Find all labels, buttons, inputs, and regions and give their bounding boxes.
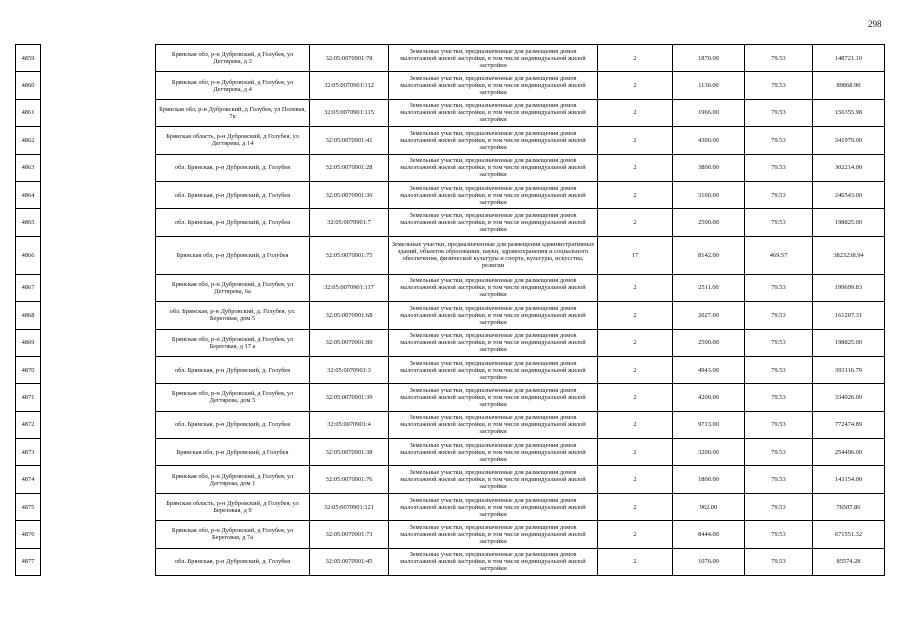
area-cell: 1076.00: [673, 548, 745, 575]
specific-value-cell: 79.53: [745, 384, 813, 411]
cadastral-number-cell: 32:05:0070901:73: [310, 521, 389, 548]
address-cell: Брянская обл, р-н Дубровский, д Голубея, ул Дегтярева, дом 1: [156, 466, 310, 493]
table-row: [16, 99, 885, 126]
land-use-description-cell: Земельные участки, предназначенные для размещения домов малоэтажной жилой застройки, в том числе индивидуальной жилой застройки: [389, 548, 598, 575]
specific-value-cell: 79.53: [745, 127, 813, 154]
area-cell: 962.00: [673, 493, 745, 520]
specific-value-cell: 469.57: [745, 236, 813, 274]
specific-value-cell: 79.53: [745, 521, 813, 548]
specific-value-cell: 79.53: [745, 45, 813, 72]
table-row: [16, 329, 885, 356]
cadastral-value-cell: 199699.83: [813, 274, 885, 301]
address-cell: Брянская обл, р-н Дубровский, д Голубея, ул Береговая, д 7а: [156, 521, 310, 548]
spacer-cell: [41, 209, 156, 236]
page-number: 298: [868, 19, 882, 29]
area-cell: 8142.00: [673, 236, 745, 274]
cadastral-number-cell: 32:05:0070901:38: [310, 439, 389, 466]
cadastral-number-cell: 32:05:0070901:41: [310, 127, 389, 154]
land-use-description-cell: Земельные участки, предназначенные для размещения домов малоэтажной жилой застройки, в том числе индивидуальной жилой застройки: [389, 209, 598, 236]
cadastral-value-cell: 334026.00: [813, 384, 885, 411]
row-number-cell: 4861: [16, 99, 41, 126]
spacer-cell: [41, 356, 156, 383]
address-cell: обл. Брянская, р-н Дубровский, д. Голубея: [156, 548, 310, 575]
address-cell: обл. Брянская, р-н Дубровский, д. Голубея: [156, 411, 310, 438]
spacer-cell: [41, 127, 156, 154]
address-cell: обл. Брянская, р-н Дубровский, д. Голубея: [156, 154, 310, 181]
area-cell: 1130.00: [673, 72, 745, 99]
use-group-cell: 2: [598, 127, 673, 154]
table-row: [16, 548, 885, 575]
land-use-description-cell: Земельные участки, предназначенные для размещения домов малоэтажной жилой застройки, в том числе индивидуальной жилой застройки: [389, 521, 598, 548]
cadastral-value-cell: 671551.32: [813, 521, 885, 548]
area-cell: 1800.00: [673, 466, 745, 493]
use-group-cell: 17: [598, 236, 673, 274]
specific-value-cell: 79.53: [745, 548, 813, 575]
cadastral-value-cell: 302214.00: [813, 154, 885, 181]
cadastral-value-cell: 143154.00: [813, 466, 885, 493]
use-group-cell: 2: [598, 493, 673, 520]
area-cell: 2500.00: [673, 329, 745, 356]
row-number-cell: 4870: [16, 356, 41, 383]
land-use-description-cell: Земельные участки, предназначенные для размещения домов малоэтажной жилой застройки, в том числе индивидуальной жилой застройки: [389, 72, 598, 99]
cadastral-value-cell: 198825.00: [813, 329, 885, 356]
address-cell: Брянская обл, р-н Дубровский, д Голубея, ул Береговая, д 17 а: [156, 329, 310, 356]
specific-value-cell: 79.53: [745, 274, 813, 301]
use-group-cell: 2: [598, 521, 673, 548]
address-cell: обл. Брянская, р-н Дубровский, д. Голубея: [156, 356, 310, 383]
land-use-description-cell: Земельные участки, предназначенные для размещения домов малоэтажной жилой застройки, в том числе индивидуальной жилой застройки: [389, 181, 598, 208]
use-group-cell: 2: [598, 99, 673, 126]
area-cell: 3100.00: [673, 181, 745, 208]
land-use-description-cell: Земельные участки, предназначенные для размещения домов малоэтажной жилой застройки, в том числе индивидуальной жилой застройки: [389, 329, 598, 356]
table-row: [16, 72, 885, 99]
address-cell: Брянская область, р-н Дубровский, д Голубея, ул Березовая, д 9: [156, 493, 310, 520]
specific-value-cell: 79.53: [745, 466, 813, 493]
area-cell: 1966.00: [673, 99, 745, 126]
land-use-description-cell: Земельные участки, предназначенные для размещения домов малоэтажной жилой застройки, в том числе индивидуальной жилой застройки: [389, 466, 598, 493]
row-number-cell: 4876: [16, 521, 41, 548]
specific-value-cell: 79.53: [745, 493, 813, 520]
spacer-cell: [41, 99, 156, 126]
cadastral-number-cell: 32:05:0070901:39: [310, 384, 389, 411]
cadastral-number-cell: 32:05:0070901:3: [310, 356, 389, 383]
row-number-cell: 4860: [16, 72, 41, 99]
row-number-cell: 4871: [16, 384, 41, 411]
use-group-cell: 2: [598, 209, 673, 236]
spacer-cell: [41, 329, 156, 356]
land-use-description-cell: Земельные участки, предназначенные для размещения домов малоэтажной жилой застройки, в том числе индивидуальной жилой застройки: [389, 439, 598, 466]
cadastral-value-cell: 341979.00: [813, 127, 885, 154]
spacer-cell: [41, 302, 156, 329]
area-cell: 2027.00: [673, 302, 745, 329]
spacer-cell: [41, 548, 156, 575]
row-number-cell: 4866: [16, 236, 41, 274]
specific-value-cell: 79.53: [745, 439, 813, 466]
table-row: [16, 466, 885, 493]
row-number-cell: 4868: [16, 302, 41, 329]
address-cell: Брянская обл, р-н Дубровский, д Голубея, ул Дегтярева, д 4: [156, 72, 310, 99]
table-row: [16, 439, 885, 466]
address-cell: Брянская область, р-н Дубровский, д Голубея, ул Дегтярева, д 14: [156, 127, 310, 154]
specific-value-cell: 79.53: [745, 411, 813, 438]
row-number-cell: 4859: [16, 45, 41, 72]
cadastral-number-cell: 32:05:0070901:121: [310, 493, 389, 520]
address-cell: обл. Брянская, р-н Дубровский, д. Голубея: [156, 209, 310, 236]
row-number-cell: 4873: [16, 439, 41, 466]
land-use-description-cell: Земельные участки, предназначенные для размещения домов малоэтажной жилой застройки, в том числе индивидуальной жилой застройки: [389, 127, 598, 154]
cadastral-number-cell: 32:05:0070901:30: [310, 181, 389, 208]
specific-value-cell: 79.53: [745, 329, 813, 356]
cadastral-number-cell: 32:05:0070901:28: [310, 154, 389, 181]
cadastral-value-cell: 3823238.94: [813, 236, 885, 274]
specific-value-cell: 79.53: [745, 154, 813, 181]
use-group-cell: 2: [598, 356, 673, 383]
address-cell: Брянская обл, р-н Дубровский, д Голубея, ул Дегтярева, 6а: [156, 274, 310, 301]
row-number-cell: 4864: [16, 181, 41, 208]
land-use-description-cell: Земельные участки, предназначенные для размещения домов малоэтажной жилой застройки, в том числе индивидуальной жилой застройки: [389, 274, 598, 301]
table-row: [16, 521, 885, 548]
land-use-description-cell: Земельные участки, предназначенные для размещения домов малоэтажной жилой застройки, в том числе индивидуальной жилой застройки: [389, 45, 598, 72]
land-use-description-cell: Земельные участки, предназначенные для размещения домов малоэтажной жилой застройки, в том числе индивидуальной жилой застройки: [389, 99, 598, 126]
row-number-cell: 4869: [16, 329, 41, 356]
cadastral-value-cell: 85574.28: [813, 548, 885, 575]
address-cell: обл. Брянская, р-н Дубровский, д. Голубея, ул. Береговая, дом 5: [156, 302, 310, 329]
cadastral-value-cell: 148721.10: [813, 45, 885, 72]
cadastral-value-cell: 161207.31: [813, 302, 885, 329]
row-number-cell: 4874: [16, 466, 41, 493]
land-use-description-cell: Земельные участки, предназначенные для размещения домов малоэтажной жилой застройки, в том числе индивидуальной жилой застройки: [389, 384, 598, 411]
cadastral-value-cell: 89868.90: [813, 72, 885, 99]
land-use-description-cell: Земельные участки, предназначенные для размещения домов малоэтажной жилой застройки, в том числе индивидуальной жилой застройки: [389, 154, 598, 181]
cadastral-number-cell: 32:05:0070901:68: [310, 302, 389, 329]
land-use-description-cell: Земельные участки, предназначенные для размещения домов малоэтажной жилой застройки, в том числе индивидуальной жилой застройки: [389, 493, 598, 520]
area-cell: 4300.00: [673, 127, 745, 154]
row-number-cell: 4867: [16, 274, 41, 301]
cadastral-number-cell: 32:05:0070901:76: [310, 466, 389, 493]
area-cell: 3200.00: [673, 439, 745, 466]
use-group-cell: 2: [598, 181, 673, 208]
specific-value-cell: 79.53: [745, 302, 813, 329]
table-row: [16, 181, 885, 208]
table-row: [16, 274, 885, 301]
spacer-cell: [41, 521, 156, 548]
row-number-cell: 4865: [16, 209, 41, 236]
use-group-cell: 2: [598, 329, 673, 356]
address-cell: Брянская обл, р-н Дубровский, д Голубея, ул Дегтярева, дом 5: [156, 384, 310, 411]
cadastral-value-cell: 254496.00: [813, 439, 885, 466]
address-cell: обл. Брянская, р-н Дубровский, д. Голубея: [156, 181, 310, 208]
cadastral-number-cell: 32:05:0070901:78: [310, 45, 389, 72]
area-cell: 1870.00: [673, 45, 745, 72]
address-cell: Брянская обл, р-н Дубровский, д Голубея, ул Дегтярева, д 3: [156, 45, 310, 72]
cadastral-value-cell: 246543.00: [813, 181, 885, 208]
specific-value-cell: 79.53: [745, 209, 813, 236]
address-cell: Брянская обл, р-н Дубровский, д Голубея, ул Полевая, 7в: [156, 99, 310, 126]
table-row: [16, 493, 885, 520]
specific-value-cell: 79.53: [745, 181, 813, 208]
cadastral-value-table: [15, 44, 885, 576]
specific-value-cell: 79.53: [745, 72, 813, 99]
table-body: [16, 45, 885, 576]
row-number-cell: 4875: [16, 493, 41, 520]
specific-value-cell: 79.53: [745, 99, 813, 126]
table-row: [16, 154, 885, 181]
area-cell: 4200.00: [673, 384, 745, 411]
cadastral-value-cell: 156355.98: [813, 99, 885, 126]
area-cell: 4943.00: [673, 356, 745, 383]
area-cell: 2500.00: [673, 209, 745, 236]
spacer-cell: [41, 493, 156, 520]
use-group-cell: 2: [598, 274, 673, 301]
use-group-cell: 2: [598, 411, 673, 438]
area-cell: 2511.00: [673, 274, 745, 301]
area-cell: 8444.00: [673, 521, 745, 548]
use-group-cell: 2: [598, 439, 673, 466]
row-number-cell: 4872: [16, 411, 41, 438]
table-row: [16, 302, 885, 329]
spacer-cell: [41, 154, 156, 181]
cadastral-number-cell: 32:05:0070901:7: [310, 209, 389, 236]
use-group-cell: 2: [598, 548, 673, 575]
spacer-cell: [41, 181, 156, 208]
specific-value-cell: 79.53: [745, 356, 813, 383]
use-group-cell: 2: [598, 466, 673, 493]
cadastral-value-cell: 198825.00: [813, 209, 885, 236]
land-use-description-cell: Земельные участки, предназначенные для размещения административных зданий, объектов образования, науки, здравоохранения и социального обеспечения, физической культуры и спорта, культуры, искусства, религии: [389, 236, 598, 274]
use-group-cell: 2: [598, 72, 673, 99]
table-row: [16, 356, 885, 383]
spacer-cell: [41, 236, 156, 274]
land-use-description-cell: Земельные участки, предназначенные для размещения домов малоэтажной жилой застройки, в том числе индивидуальной жилой застройки: [389, 356, 598, 383]
spacer-cell: [41, 45, 156, 72]
table-row: [16, 236, 885, 274]
table-row: [16, 45, 885, 72]
table-row: [16, 127, 885, 154]
spacer-cell: [41, 411, 156, 438]
cadastral-number-cell: 32:05:0070901:115: [310, 99, 389, 126]
table-row: [16, 384, 885, 411]
use-group-cell: 2: [598, 154, 673, 181]
use-group-cell: 2: [598, 384, 673, 411]
table-row: [16, 209, 885, 236]
area-cell: 9713.00: [673, 411, 745, 438]
cadastral-number-cell: 32:05:0070901:117: [310, 274, 389, 301]
use-group-cell: 2: [598, 45, 673, 72]
row-number-cell: 4862: [16, 127, 41, 154]
spacer-cell: [41, 384, 156, 411]
cadastral-value-cell: 393116.79: [813, 356, 885, 383]
row-number-cell: 4863: [16, 154, 41, 181]
cadastral-number-cell: 32:05:0070901:112: [310, 72, 389, 99]
spacer-cell: [41, 274, 156, 301]
cadastral-value-cell: 76507.86: [813, 493, 885, 520]
address-cell: Брянская обл, р-н Дубровский, д Голубея: [156, 439, 310, 466]
row-number-cell: 4877: [16, 548, 41, 575]
cadastral-number-cell: 32:05:0070901:45: [310, 548, 389, 575]
spacer-cell: [41, 439, 156, 466]
spacer-cell: [41, 72, 156, 99]
address-cell: Брянская обл, р-н Дубровский, д Голубея: [156, 236, 310, 274]
table-row: [16, 411, 885, 438]
land-use-description-cell: Земельные участки, предназначенные для размещения домов малоэтажной жилой застройки, в том числе индивидуальной жилой застройки: [389, 411, 598, 438]
use-group-cell: 2: [598, 302, 673, 329]
spacer-cell: [41, 466, 156, 493]
cadastral-value-cell: 772474.89: [813, 411, 885, 438]
cadastral-number-cell: 32:05:0070901:75: [310, 236, 389, 274]
area-cell: 3800.00: [673, 154, 745, 181]
cadastral-number-cell: 32:05:0070901:4: [310, 411, 389, 438]
cadastral-number-cell: 32:05:0070901:80: [310, 329, 389, 356]
land-use-description-cell: Земельные участки, предназначенные для размещения домов малоэтажной жилой застройки, в том числе индивидуальной жилой застройки: [389, 302, 598, 329]
